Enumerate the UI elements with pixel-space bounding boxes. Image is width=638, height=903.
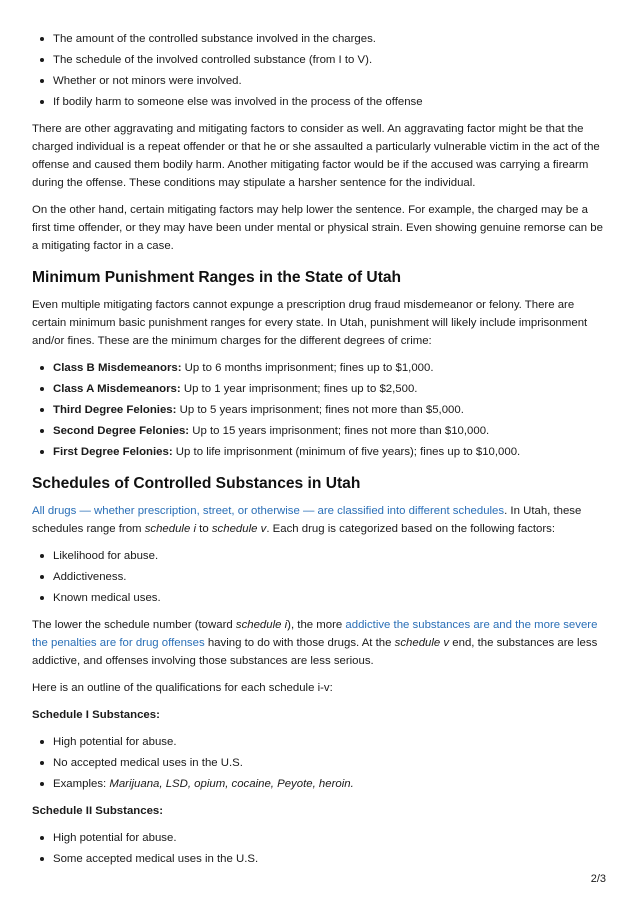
paragraph-aggravating-factors: There are other aggravating and mitigating factors to consider as well. An aggravating factor might be that the charged individual is a repeat offender or that he or she assaulted a particularly vulnerable victim in the act of the offense and caused them bodily harm. Another mitigating factor would be if the accused was carrying a firearm during the offense. These conditions may stipulate a harsher sentence for the individual. — [32, 123, 600, 189]
list-item — [32, 422, 606, 440]
item-text: Up to 6 months imprisonment; fines up to $1,000. — [181, 362, 434, 374]
item-label: Third Degree Felonies: — [53, 404, 177, 416]
schedule-1-list — [32, 733, 606, 793]
paragraph-mitigating-factors: On the other hand, certain mitigating factors may help lower the sentence. For example, the charged may be a first time offender, or they may have been under mental or physical strain. Even showing genuine remorse can be a mitigating factor in a case. — [32, 204, 603, 252]
text-run: schedule v — [394, 637, 450, 649]
list-item — [32, 401, 606, 419]
list-item: Addictiveness. — [32, 568, 606, 586]
text-run: to — [196, 523, 212, 535]
list-item: If bodily harm to someone else was involved in the process of the offense — [32, 93, 606, 111]
heading-minimum-punishment: Minimum Punishment Ranges in the State of Utah — [32, 269, 402, 286]
list-item — [32, 380, 606, 398]
text-run: . Each drug is categorized based on the following factors: — [266, 523, 556, 535]
item-text: Up to 15 years imprisonment; fines not more than $10,000. — [189, 425, 490, 437]
paragraph-outline: Here is an outline of the qualifications for each schedule i-v: — [32, 682, 333, 694]
schedules-link[interactable]: All drugs — whether prescription, street, or otherwise — are classified into different schedules — [32, 505, 505, 517]
list-item — [32, 443, 606, 461]
item-label: Class B Misdemeanors: — [53, 362, 182, 374]
text-run: end, the substances are less addictive, and offenses involving those substances are less serious. — [32, 637, 598, 667]
item-label: Second Degree Felonies: — [53, 425, 190, 437]
list-item: No accepted medical uses in the U.S. — [32, 754, 606, 772]
text-run: having to do with those drugs. At the — [204, 637, 395, 649]
list-item: High potential for abuse. — [32, 829, 606, 847]
paragraph-minimum-punishment: Even multiple mitigating factors cannot expunge a prescription drug fraud misdemeanor or felony. There are certain minimum basic punishment ranges for every state. In Utah, punishment will likely include imprisonment and/or fines. These are the minimum charges for the different degrees of crime: — [32, 299, 588, 347]
paragraph-schedule-severity — [32, 616, 606, 670]
page-number: 2/3 — [590, 873, 606, 885]
heading-schedule-1: Schedule I Substances: — [32, 709, 160, 721]
heading-schedules: Schedules of Controlled Substances in Utah — [32, 475, 361, 492]
list-item: The schedule of the involved controlled substance (from I to V). — [32, 51, 606, 69]
item-label: Examples: — [53, 778, 110, 790]
item-label: Class A Misdemeanors: — [53, 383, 181, 395]
penalties-link[interactable]: addictive the substances are and the more severe the penalties are for drug offenses — [32, 619, 598, 649]
list-item: Some accepted medical uses in the U.S. — [32, 850, 606, 868]
text-run: The lower the schedule number (toward — [32, 619, 236, 631]
text-run: ), the more — [287, 619, 346, 631]
text-run: . In Utah, these schedules range from — [32, 505, 582, 535]
item-text: Marijuana, LSD, opium, cocaine, Peyote, heroin. — [109, 778, 354, 790]
heading-schedule-2: Schedule II Substances: — [32, 805, 164, 817]
item-text: Up to 5 years imprisonment; fines not more than $5,000. — [176, 404, 464, 416]
text-run: schedule i — [235, 619, 288, 631]
paragraph-schedules-intro — [32, 502, 606, 538]
item-text: Up to life imprisonment (minimum of five years); fines up to $10,000. — [172, 446, 521, 458]
list-item: Likelihood for abuse. — [32, 547, 606, 565]
schedule-2-list — [32, 829, 606, 868]
list-item — [32, 775, 606, 793]
text-run: schedule v — [211, 523, 267, 535]
list-item — [32, 359, 606, 377]
list-item: Whether or not minors were involved. — [32, 72, 606, 90]
schedule-factors-list — [32, 547, 606, 607]
item-label: First Degree Felonies: — [53, 446, 173, 458]
list-item: Known medical uses. — [32, 589, 606, 607]
text-run: schedule i — [144, 523, 196, 535]
item-text: Up to 1 year imprisonment; fines up to $2,500. — [180, 383, 418, 395]
list-item: The amount of the controlled substance involved in the charges. — [32, 30, 606, 48]
list-item: High potential for abuse. — [32, 733, 606, 751]
charge-factors-list — [32, 30, 606, 111]
punishment-list — [32, 359, 606, 461]
